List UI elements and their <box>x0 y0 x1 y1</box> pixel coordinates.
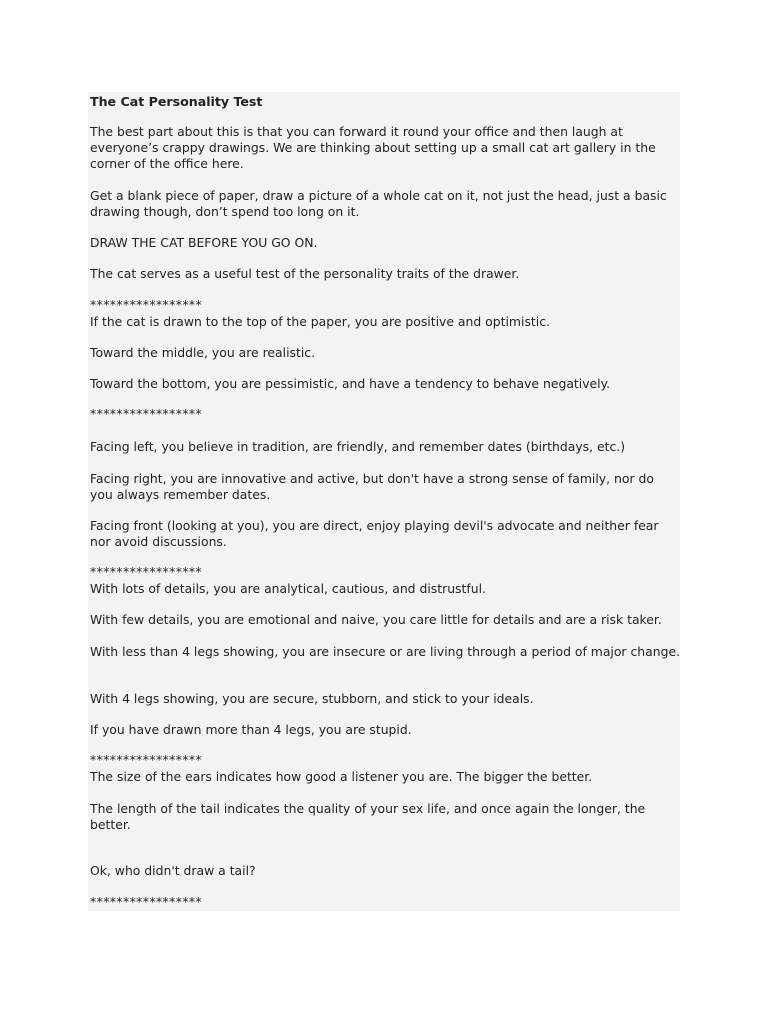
paragraph-bottom: Toward the bottom, you are pessimistic, and have a tendency to behave negatively. <box>90 376 611 391</box>
separator-2: ***************** <box>90 406 203 421</box>
paragraph-facing-left: Facing left, you believe in tradition, are friendly, and remember dates (birthdays, etc.) <box>90 439 626 454</box>
paragraph-less-legs: With less than 4 legs showing, you are insecure or are living through a period of major change. <box>90 644 681 659</box>
paragraph-few-details: With few details, you are emotional and naive, you care little for details and are a risk taker. <box>90 612 662 627</box>
paragraph-lots-details: With lots of details, you are analytical, cautious, and distrustful. <box>90 581 486 596</box>
paragraph-tail: The length of the tail indicates the quality of your sex life, and once again the longer, the better. <box>90 801 646 832</box>
paragraph-facing-front: Facing front (looking at you), you are direct, enjoy playing devil's advocate and neither fear nor avoid discussions. <box>90 518 659 549</box>
paragraph-top: If the cat is drawn to the top of the paper, you are positive and optimistic. <box>90 314 550 329</box>
paragraph-draw-cat: DRAW THE CAT BEFORE YOU GO ON. <box>90 235 318 250</box>
paragraph-instructions: Get a blank piece of paper, draw a picture of a whole cat on it, not just the head, just a basic drawing though, don’t spend too long on it. <box>90 188 667 219</box>
paragraph-facing-right: Facing right, you are innovative and active, but don't have a strong sense of family, nor do you always remember dates. <box>90 471 654 502</box>
paragraph-no-tail: Ok, who didn't draw a tail? <box>90 863 256 878</box>
paragraph-more-legs: If you have drawn more than 4 legs, you are stupid. <box>90 722 412 737</box>
document-title: The Cat Personality Test <box>90 94 263 109</box>
paragraph-four-legs: With 4 legs showing, you are secure, stubborn, and stick to your ideals. <box>90 691 534 706</box>
paragraph-purpose: The cat serves as a useful test of the personality traits of the drawer. <box>90 266 520 281</box>
separator-1: ***************** <box>90 297 203 312</box>
separator-5: ***************** <box>90 894 203 909</box>
paragraph-middle: Toward the middle, you are realistic. <box>90 345 316 360</box>
separator-4: ***************** <box>90 752 203 767</box>
paragraph-intro: The best part about this is that you can forward it round your office and then laugh at everyone’s crappy drawings. We are thinking about setting up a small cat art gallery in the corner of the office here. <box>90 124 656 171</box>
paragraph-ears: The size of the ears indicates how good a listener you are. The bigger the better. <box>90 769 593 784</box>
separator-3: ***************** <box>90 564 203 579</box>
